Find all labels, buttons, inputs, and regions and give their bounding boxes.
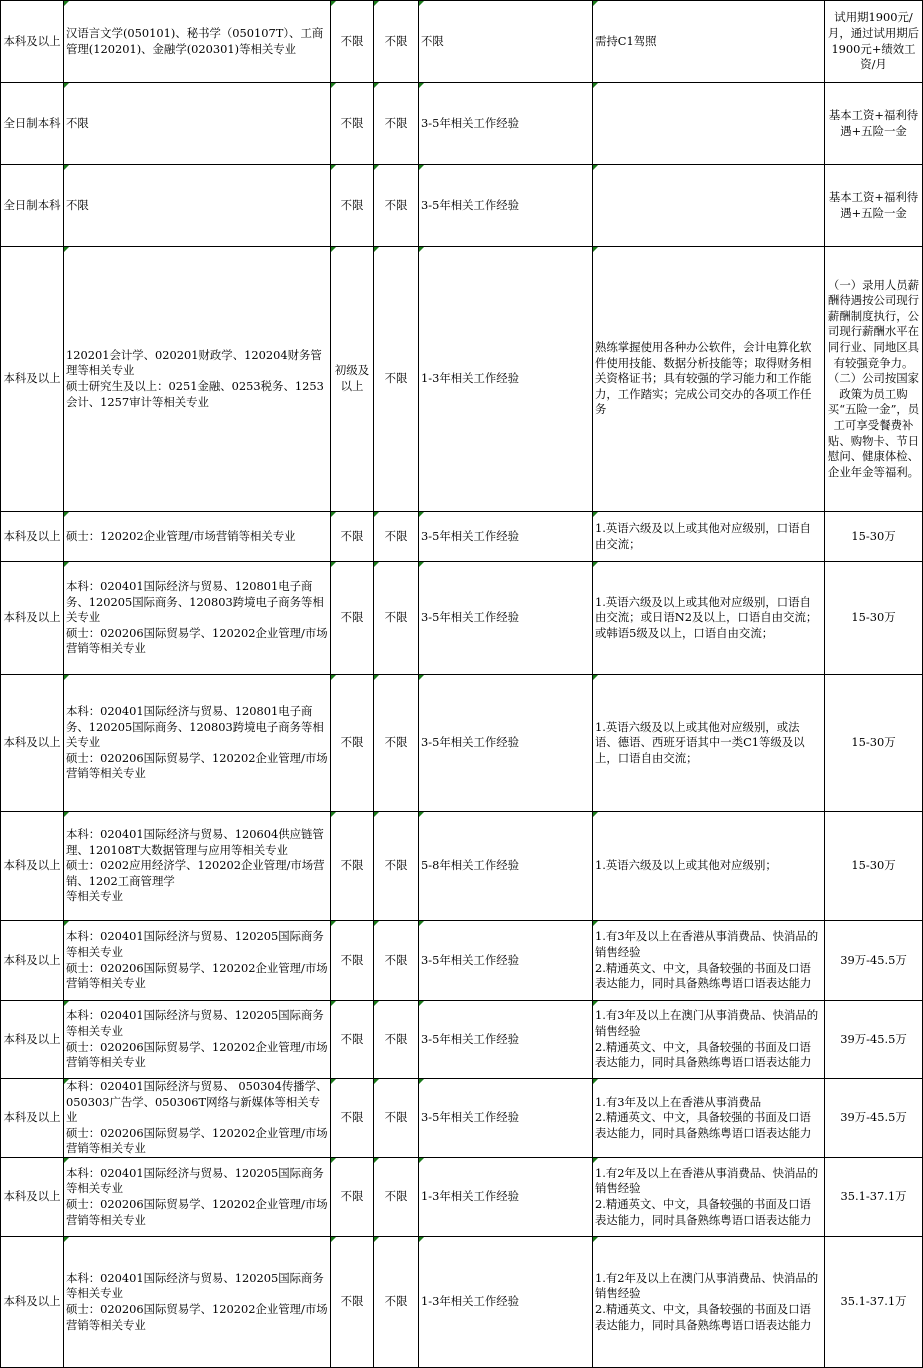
cell-age: 不限 [374, 921, 419, 1001]
cell-major: 本科：020401国际经济与贸易、 050304传播学、050303广告学、050306T网络与新媒体等相关专业 硕士：020206国际贸易学、120202企业管理/市场营销等相关专业 [64, 1079, 331, 1158]
cell-requirements: 需持C1驾照 [593, 1, 825, 83]
cell-salary: 15-30万 [825, 812, 923, 921]
cell-title: 不限 [331, 165, 374, 247]
cell-major: 本科：020401国际经济与贸易、120205国际商务等相关专业 硕士：020206国际贸易学、120202企业管理/市场营销等相关专业 [64, 1001, 331, 1079]
cell-age: 不限 [374, 83, 419, 165]
table-row [1, 83, 923, 165]
cell-experience: 3-5年相关工作经验 [419, 1079, 593, 1158]
cell-education: 本科及以上 [1, 562, 64, 675]
cell-title: 不限 [331, 83, 374, 165]
cell-experience: 3-5年相关工作经验 [419, 512, 593, 562]
cell-education: 全日制本科 [1, 83, 64, 165]
cell-title: 不限 [331, 1, 374, 83]
cell-title: 不限 [331, 1001, 374, 1079]
cell-education: 全日制本科 [1, 165, 64, 247]
cell-requirements: 1.英语六级及以上或其他对应级别，口语自由交流； [593, 512, 825, 562]
cell-title: 初级及以上 [331, 247, 374, 512]
cell-major: 汉语言文学(050101)、秘书学（050107T）、工商管理(120201)、金融学(020301)等相关专业 [64, 1, 331, 83]
cell-age: 不限 [374, 512, 419, 562]
cell-requirements [593, 83, 825, 165]
cell-requirements: 1.有2年及以上在香港从事消费品、快消品的销售经验 2.精通英文、中文，具备较强的书面及口语表达能力，同时具备熟练粤语口语表达能力 [593, 1158, 825, 1237]
cell-age: 不限 [374, 562, 419, 675]
cell-title: 不限 [331, 562, 374, 675]
table-row [1, 675, 923, 812]
cell-age: 不限 [374, 812, 419, 921]
cell-age: 不限 [374, 1079, 419, 1158]
cell-education: 本科及以上 [1, 1001, 64, 1079]
cell-education: 本科及以上 [1, 1079, 64, 1158]
cell-requirements: 1.有2年及以上在澳门从事消费品、快消品的销售经验 2.精通英文、中文，具备较强的书面及口语表达能力，同时具备熟练粤语口语表达能力 [593, 1237, 825, 1368]
cell-requirements [593, 165, 825, 247]
table-row [1, 812, 923, 921]
cell-salary: 基本工资+福利待遇+五险一金 [825, 165, 923, 247]
cell-age: 不限 [374, 1158, 419, 1237]
cell-experience: 3-5年相关工作经验 [419, 921, 593, 1001]
cell-age: 不限 [374, 1237, 419, 1368]
cell-age: 不限 [374, 1, 419, 83]
cell-major: 本科：020401国际经济与贸易、120801电子商务、120205国际商务、120803跨境电子商务等相关专业 硕士：020206国际贸易学、120202企业管理/市场营销等相关专业 [64, 562, 331, 675]
cell-salary: 39万-45.5万 [825, 1079, 923, 1158]
cell-age: 不限 [374, 1001, 419, 1079]
cell-requirements: 1.英语六级及以上或其他对应级别，口语自由交流；或日语N2及以上，口语自由交流；或韩语5级及以上，口语自由交流； [593, 562, 825, 675]
cell-title: 不限 [331, 921, 374, 1001]
cell-experience: 3-5年相关工作经验 [419, 562, 593, 675]
table-row [1, 512, 923, 562]
cell-education: 本科及以上 [1, 675, 64, 812]
cell-major: 本科：020401国际经济与贸易、120604供应链管理、120108T大数据管理与应用等相关专业 硕士：0202应用经济学、120202企业管理/市场营销、1202工商管理学 等相关专业 [64, 812, 331, 921]
cell-title: 不限 [331, 812, 374, 921]
cell-requirements: 1.英语六级及以上或其他对应级别，或法语、德语、西班牙语其中一类C1等级及以上，口语自由交流； [593, 675, 825, 812]
cell-experience: 3-5年相关工作经验 [419, 675, 593, 812]
cell-education: 本科及以上 [1, 247, 64, 512]
cell-salary: 15-30万 [825, 512, 923, 562]
cell-experience: 5-8年相关工作经验 [419, 812, 593, 921]
cell-education: 本科及以上 [1, 812, 64, 921]
cell-experience: 1-3年相关工作经验 [419, 247, 593, 512]
cell-requirements: 1.英语六级及以上或其他对应级别； [593, 812, 825, 921]
cell-salary: 15-30万 [825, 562, 923, 675]
table-body [1, 1, 923, 1368]
cell-age: 不限 [374, 247, 419, 512]
cell-experience: 1-3年相关工作经验 [419, 1237, 593, 1368]
cell-education: 本科及以上 [1, 1158, 64, 1237]
table-row [1, 247, 923, 512]
cell-salary: 35.1-37.1万 [825, 1158, 923, 1237]
cell-experience: 3-5年相关工作经验 [419, 83, 593, 165]
cell-experience: 3-5年相关工作经验 [419, 1001, 593, 1079]
cell-salary: 15-30万 [825, 675, 923, 812]
cell-salary: 35.1-37.1万 [825, 1237, 923, 1368]
cell-requirements: 1.有3年及以上在香港从事消费品 2.精通英文、中文，具备较强的书面及口语表达能力，同时具备熟练粤语口语表达能力 [593, 1079, 825, 1158]
cell-major: 120201会计学、020201财政学、120204财务管理等相关专业 硕士研究生及以上：0251金融、0253税务、1253会计、1257审计等相关专业 [64, 247, 331, 512]
cell-requirements: 1.有3年及以上在香港从事消费品、快消品的销售经验 2.精通英文、中文，具备较强的书面及口语表达能力，同时具备熟练粤语口语表达能力 [593, 921, 825, 1001]
cell-education: 本科及以上 [1, 1237, 64, 1368]
table-row [1, 921, 923, 1001]
cell-major: 本科：020401国际经济与贸易、120205国际商务等相关专业 硕士：020206国际贸易学、120202企业管理/市场营销等相关专业 [64, 1158, 331, 1237]
table-row [1, 165, 923, 247]
cell-major: 不限 [64, 83, 331, 165]
cell-title: 不限 [331, 1158, 374, 1237]
table-row [1, 1, 923, 83]
cell-salary: 39万-45.5万 [825, 921, 923, 1001]
cell-major: 硕士：120202企业管理/市场营销等相关专业 [64, 512, 331, 562]
cell-salary: 39万-45.5万 [825, 1001, 923, 1079]
table-row [1, 562, 923, 675]
cell-experience: 3-5年相关工作经验 [419, 165, 593, 247]
cell-major: 不限 [64, 165, 331, 247]
cell-experience: 不限 [419, 1, 593, 83]
cell-salary: 试用期1900元/月，通过试用期后1900元+绩效工资/月 [825, 1, 923, 83]
cell-major: 本科：020401国际经济与贸易、120801电子商务、120205国际商务、120803跨境电子商务等相关专业 硕士：020206国际贸易学、120202企业管理/市场营销等相关专业 [64, 675, 331, 812]
cell-salary: （一）录用人员薪酬待遇按公司现行薪酬制度执行，公司现行薪酬水平在同行业、同地区具有较强竞争力。 （二）公司按国家政策为员工购买“五险一金”，员工可享受餐费补贴、购物卡、节日慰问、健康体检、企业年金等福利。 [825, 247, 923, 512]
table-row [1, 1079, 923, 1158]
cell-title: 不限 [331, 1079, 374, 1158]
table-row [1, 1237, 923, 1368]
cell-requirements: 熟练掌握使用各种办公软件，会计电算化软件使用技能、数据分析技能等；取得财务相关资格证书；具有较强的学习能力和工作能力，工作踏实；完成公司交办的各项工作任务 [593, 247, 825, 512]
cell-experience: 1-3年相关工作经验 [419, 1158, 593, 1237]
cell-requirements: 1.有3年及以上在澳门从事消费品、快消品的销售经验 2.精通英文、中文，具备较强的书面及口语表达能力，同时具备熟练粤语口语表达能力 [593, 1001, 825, 1079]
cell-education: 本科及以上 [1, 1, 64, 83]
cell-title: 不限 [331, 675, 374, 812]
cell-major: 本科：020401国际经济与贸易、120205国际商务等相关专业 硕士：020206国际贸易学、120202企业管理/市场营销等相关专业 [64, 1237, 331, 1368]
table-row [1, 1001, 923, 1079]
cell-title: 不限 [331, 1237, 374, 1368]
cell-age: 不限 [374, 675, 419, 812]
cell-title: 不限 [331, 512, 374, 562]
cell-education: 本科及以上 [1, 921, 64, 1001]
cell-major: 本科：020401国际经济与贸易、120205国际商务等相关专业 硕士：020206国际贸易学、120202企业管理/市场营销等相关专业 [64, 921, 331, 1001]
cell-education: 本科及以上 [1, 512, 64, 562]
cell-age: 不限 [374, 165, 419, 247]
cell-salary: 基本工资+福利待遇+五险一金 [825, 83, 923, 165]
table-row [1, 1158, 923, 1237]
